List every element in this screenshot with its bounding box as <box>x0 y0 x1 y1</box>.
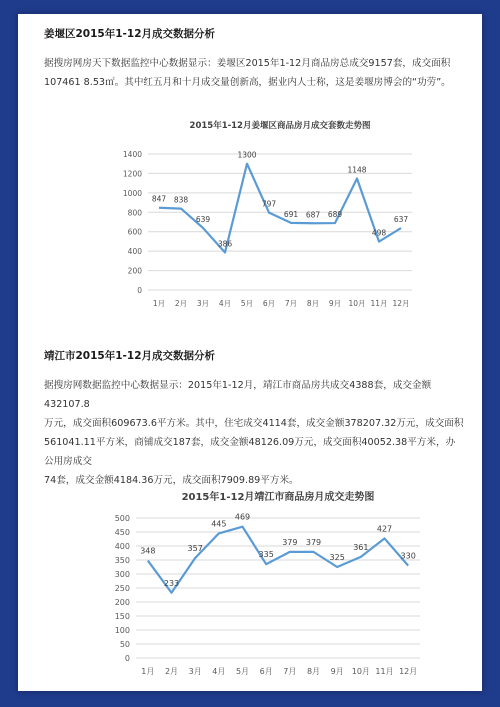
data-label: 325 <box>329 553 345 562</box>
y-tick-label: 600 <box>127 227 142 237</box>
x-tick-label: 5月 <box>235 667 250 676</box>
section2-line2: 万元，成交面积609673.6平方米。其中，住宅成交4114套，成交金额378207.32万元，成交面积 <box>44 418 464 429</box>
data-label: 357 <box>187 544 203 554</box>
data-label: 469 <box>234 512 251 522</box>
data-label: 348 <box>140 546 156 556</box>
data-label: 427 <box>376 524 393 534</box>
y-tick-label: 400 <box>127 247 142 257</box>
x-tick-label: 12月 <box>399 667 418 676</box>
x-tick-label: 7月 <box>284 299 298 308</box>
y-tick-label: 800 <box>127 208 142 218</box>
data-label: 687 <box>305 210 321 220</box>
x-tick-label: 3月 <box>188 667 202 676</box>
data-label: 1300 <box>237 150 257 160</box>
x-tick-label: 4月 <box>212 667 226 676</box>
data-label: 386 <box>217 239 233 249</box>
section2-line3: 561041.11平方米，商铺成交187套，成交金额48126.09万元，成交面积40052.38平方米，办公用房成交 <box>44 437 456 467</box>
y-tick-label: 500 <box>114 514 130 523</box>
x-tick-label: 11月 <box>375 667 394 676</box>
data-label: 1148 <box>347 165 367 175</box>
x-tick-label: 10月 <box>348 299 366 308</box>
y-tick-label: 250 <box>114 584 130 593</box>
data-label: 847 <box>151 194 167 204</box>
y-tick-label: 450 <box>114 528 130 537</box>
y-tick-label: 1200 <box>122 169 142 179</box>
x-tick-label: 2月 <box>174 299 188 308</box>
data-label: 335 <box>258 550 274 560</box>
data-label: 233 <box>163 578 180 588</box>
section1-title: 姜堰区2015年1-12月成交数据分析 <box>44 28 215 40</box>
x-tick-label: 1月 <box>152 299 166 308</box>
x-tick-label: 3月 <box>196 299 210 308</box>
y-tick-label: 50 <box>119 640 130 649</box>
x-tick-label: 1月 <box>141 667 155 676</box>
x-tick-label: 7月 <box>283 667 297 676</box>
y-tick-label: 1000 <box>122 188 142 198</box>
series-line <box>159 164 401 253</box>
data-label: 445 <box>211 519 227 529</box>
y-tick-label: 100 <box>114 626 130 635</box>
x-tick-label: 5月 <box>240 299 254 308</box>
section2-title: 靖江市2015年1-12月成交数据分析 <box>44 350 215 362</box>
chart-title: 2015年1-12月姜堰区商品房月成交套数走势图 <box>189 121 371 131</box>
data-label: 838 <box>173 195 189 205</box>
section2-line4: 74套，成交金额4184.36万元，成交面积7909.89平方米。 <box>44 475 299 486</box>
x-tick-label: 9月 <box>330 667 344 676</box>
section2-line1: 据搜房网数据监控中心数据显示：2015年1-12月，靖江市商品房共成交4388套，成交金额432107.8 <box>44 380 432 410</box>
data-label: 689 <box>327 210 343 220</box>
y-tick-label: 0 <box>137 286 142 295</box>
data-label: 361 <box>353 542 369 552</box>
data-label: 498 <box>371 228 387 238</box>
y-tick-label: 0 <box>124 654 130 663</box>
y-tick-label: 200 <box>114 598 130 607</box>
x-tick-label: 8月 <box>306 299 320 308</box>
y-tick-label: 150 <box>114 612 130 621</box>
section2-paragraph <box>44 376 464 490</box>
data-label: 379 <box>305 537 322 547</box>
section1-paragraph <box>44 54 464 92</box>
y-tick-label: 300 <box>114 570 130 579</box>
data-label: 797 <box>261 199 277 209</box>
x-tick-label: 4月 <box>218 299 232 308</box>
data-label: 379 <box>282 537 298 547</box>
x-tick-label: 8月 <box>306 667 321 676</box>
y-tick-label: 400 <box>114 542 130 551</box>
y-tick-label: 200 <box>127 266 142 276</box>
section1-line1: 据搜房网房天下数据监控中心数据显示：姜堰区2015年1-12月商品房总成交9157套，成交面积 <box>44 58 451 69</box>
data-label: 637 <box>393 215 409 225</box>
x-tick-label: 9月 <box>328 299 342 308</box>
y-tick-label: 350 <box>114 556 130 565</box>
x-tick-label: 2月 <box>164 667 179 676</box>
x-tick-label: 12月 <box>392 299 410 308</box>
x-tick-label: 6月 <box>262 299 276 308</box>
y-tick-label: 1400 <box>122 150 142 159</box>
data-label: 330 <box>400 551 416 561</box>
chart-title: 2015年1-12月靖江市商品房月成交走势图 <box>181 492 375 503</box>
chart-jiangyan <box>100 114 420 314</box>
x-tick-label: 11月 <box>370 299 388 308</box>
data-label: 639 <box>195 214 211 224</box>
document-page <box>18 14 482 691</box>
data-label: 691 <box>283 209 299 219</box>
x-tick-label: 10月 <box>351 667 370 676</box>
chart-jingjiang <box>88 476 428 686</box>
section1-line2: 107461 8.53㎡。其中红五月和十月成交量创新高，据业内人士称，这是姜堰房博会的“功劳”。 <box>44 77 451 88</box>
x-tick-label: 6月 <box>259 667 273 676</box>
